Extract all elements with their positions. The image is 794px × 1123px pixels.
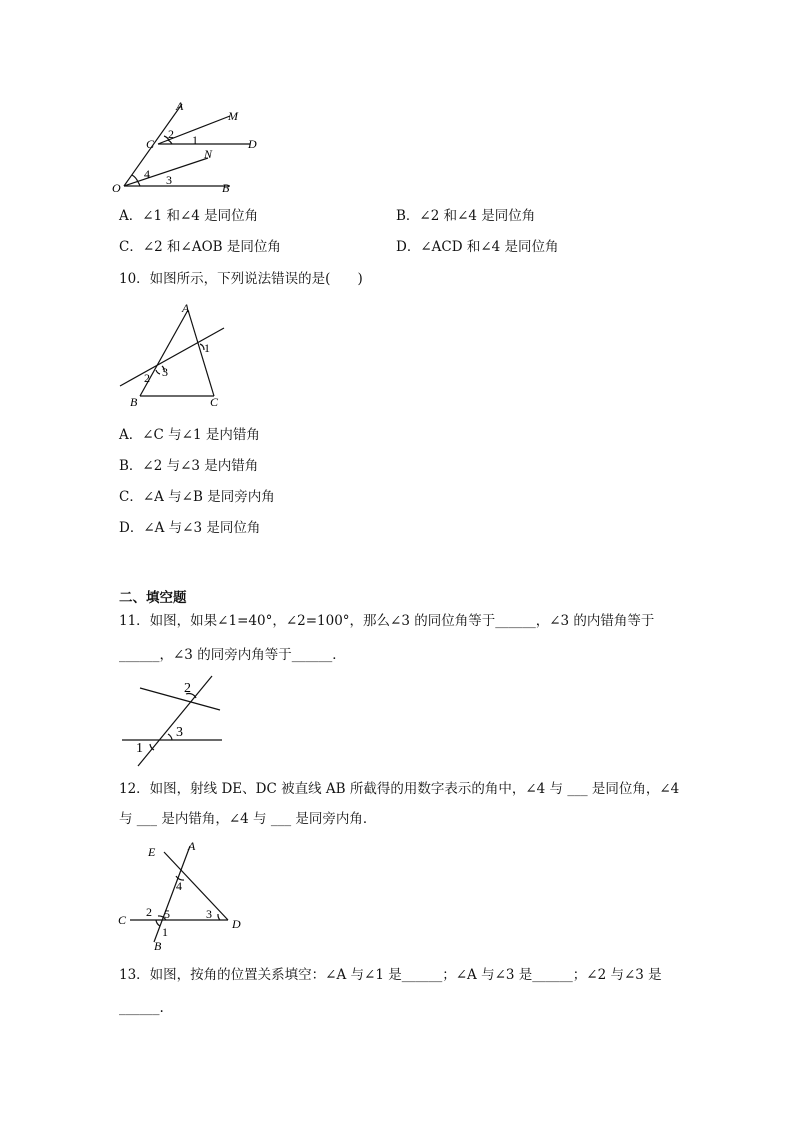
label-c: C <box>118 913 127 927</box>
q11-line-2: ______，∠3 的同旁内角等于______． <box>119 647 346 663</box>
q9-option-a[interactable]: A．∠1 和∠4 是同位角 <box>119 208 259 224</box>
label-b: B <box>222 181 230 195</box>
ray-de <box>164 852 228 920</box>
q9-option-d[interactable]: D．∠ACD 和∠4 是同位角 <box>396 239 559 255</box>
label-angle-3: 3 <box>162 365 168 379</box>
label-d: D <box>232 917 241 931</box>
label-b: B <box>130 395 138 409</box>
arc-2 <box>156 370 160 374</box>
arc-4 <box>132 175 138 182</box>
line-top <box>140 688 220 710</box>
label-angle-3: 3 <box>206 907 212 921</box>
q12-line-2: 与 ___ 是内错角，∠4 与 ___ 是同旁内角． <box>119 811 377 827</box>
label-n: N <box>204 147 213 161</box>
label-b: B <box>154 939 162 950</box>
arc-3 <box>218 914 220 920</box>
label-c: C <box>146 137 155 151</box>
q9-option-b[interactable]: B．∠2 和∠4 是同位角 <box>396 208 536 224</box>
q11-line-1: 11．如图，如果∠1=40°，∠2=100°，那么∠3 的同位角等于______，∠3 的内错角等于 <box>119 613 655 629</box>
label-m: M <box>228 109 238 123</box>
label-a: A <box>182 301 190 315</box>
q10-stem: 10．如图所示，下列说法错误的是( ) <box>119 271 363 287</box>
q9-figure <box>112 96 272 200</box>
label-angle-5: 5 <box>164 907 170 921</box>
q10-figure <box>116 300 232 412</box>
label-angle-1: 1 <box>162 925 168 939</box>
label-angle-4: 4 <box>144 167 150 181</box>
q10-option-c[interactable]: C．∠A 与∠B 是同旁内角 <box>119 489 275 505</box>
label-angle-1: 1 <box>204 341 210 355</box>
label-angle-1: 1 <box>192 133 198 147</box>
q13-line-2: ______. <box>119 1000 164 1016</box>
arc-3 <box>138 182 140 186</box>
label-e: E <box>148 845 156 859</box>
arc-1 <box>156 920 160 926</box>
q10-option-a[interactable]: A．∠C 与∠1 是内错角 <box>119 427 260 443</box>
transversal <box>138 676 212 766</box>
q11-figure <box>116 672 228 768</box>
label-angle-3: 3 <box>176 725 183 740</box>
section-title-fill-blank: 二、填空题 <box>119 590 187 606</box>
q10-option-b[interactable]: B．∠2 与∠3 是内错角 <box>119 458 259 474</box>
arc-3 <box>168 734 172 740</box>
label-angle-2: 2 <box>144 371 150 385</box>
label-angle-3: 3 <box>166 173 172 187</box>
q9-option-c[interactable]: C．∠2 和∠AOB 是同位角 <box>119 239 281 255</box>
q12-line-1: 12．如图，射线 DE、DC 被直线 AB 所截得的用数字表示的角中，∠4 与 ___ 是同位角，∠4 <box>119 781 680 797</box>
label-angle-2: 2 <box>168 127 174 141</box>
label-angle-4: 4 <box>176 879 182 893</box>
label-a: A <box>176 99 184 113</box>
label-a: A <box>188 839 196 853</box>
q12-figure <box>114 838 244 950</box>
label-angle-1: 1 <box>136 741 143 756</box>
label-c: C <box>210 395 219 409</box>
q13-line-1: 13．如图，按角的位置关系填空：∠A 与∠1 是______；∠A 与∠3 是______；∠2 与∠3 是 <box>119 967 662 983</box>
label-angle-2: 2 <box>184 681 191 696</box>
label-angle-2: 2 <box>146 905 152 919</box>
label-d: D <box>248 137 257 151</box>
q10-option-d[interactable]: D．∠A 与∠3 是同位角 <box>119 520 261 536</box>
side-ac <box>188 310 214 396</box>
label-o: O <box>112 181 121 195</box>
